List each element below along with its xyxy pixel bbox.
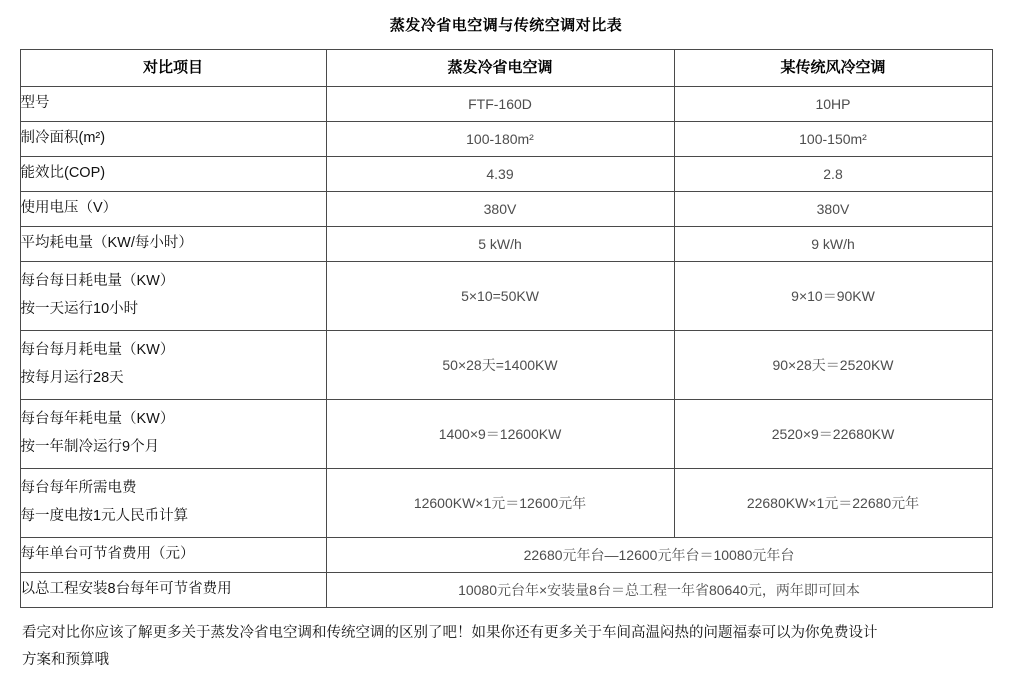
table-header-item: 对比项目 xyxy=(20,50,326,87)
row-label-cell xyxy=(20,331,326,400)
row-value-a: 1400×9＝12600KW xyxy=(326,400,674,469)
row-label: 每台每日耗电量（KW） xyxy=(20,273,175,290)
row-label: 平均耗电量（KW/每小时） xyxy=(20,227,326,262)
table-row-merged xyxy=(20,538,992,573)
table-header-product-a: 蒸发冷省电空调 xyxy=(326,50,674,87)
row-label: 每台每月耗电量（KW） xyxy=(20,342,175,359)
table-row xyxy=(20,87,992,122)
row-value-b: 9 kW/h xyxy=(674,227,992,262)
page-title: 蒸发冷省电空调与传统空调对比表 xyxy=(389,17,623,34)
table-row xyxy=(20,192,992,227)
row-value-b: 2520×9＝22680KW xyxy=(674,400,992,469)
row-value-a: FTF-160D xyxy=(326,87,674,122)
row-value-b: 90×28天＝2520KW xyxy=(674,331,992,400)
row-value-b: 10HP xyxy=(674,87,992,122)
row-value-a: 5 kW/h xyxy=(326,227,674,262)
row-label: 能效比(COP) xyxy=(20,157,326,192)
row-value-a: 5×10=50KW xyxy=(326,262,674,331)
row-value-a: 100-180m² xyxy=(326,122,674,157)
table-row xyxy=(20,469,992,538)
row-value-merged: 22680元年台—12600元年台＝10080元年台 xyxy=(326,538,992,573)
row-label: 使用电压（V） xyxy=(20,192,326,227)
table-row xyxy=(20,331,992,400)
row-label: 每年单台可节省费用（元） xyxy=(20,538,326,573)
table-row xyxy=(20,262,992,331)
row-label-secondary: 按一年制冷运行9个月 xyxy=(20,439,160,455)
table-header-row xyxy=(20,50,992,87)
row-label: 每台每年所需电费 xyxy=(20,480,137,497)
row-value-a: 12600KW×1元＝12600元年 xyxy=(326,469,674,538)
row-label-secondary: 按每月运行28天 xyxy=(20,370,124,386)
row-label: 以总工程安装8台每年可节省费用 xyxy=(20,573,326,608)
row-label-secondary: 每一度电按1元人民币计算 xyxy=(20,508,189,524)
row-label: 制冷面积(m²) xyxy=(20,122,326,157)
row-label-secondary: 按一天运行10小时 xyxy=(20,301,139,317)
table-row xyxy=(20,157,992,192)
table-row xyxy=(20,122,992,157)
row-value-b: 9×10＝90KW xyxy=(674,262,992,331)
footnote-line-1: 看完对比你应该了解更多关于蒸发冷省电空调和传统空调的区别了吧！如果你还有更多关于车间高温闷热的问题福泰可以为你免费设计 xyxy=(22,625,878,641)
row-value-b: 22680KW×1元＝22680元年 xyxy=(674,469,992,538)
row-value-b: 100-150m² xyxy=(674,122,992,157)
table-row xyxy=(20,227,992,262)
row-label: 每台每年耗电量（KW） xyxy=(20,411,175,428)
row-value-a: 380V xyxy=(326,192,674,227)
comparison-table xyxy=(20,49,993,608)
row-label-cell xyxy=(20,262,326,331)
table-row xyxy=(20,400,992,469)
row-label-cell xyxy=(20,469,326,538)
row-value-b: 380V xyxy=(674,192,992,227)
table-header-product-b: 某传统风冷空调 xyxy=(674,50,992,87)
row-value-merged: 10080元台年×安装量8台＝总工程一年省80640元，两年即可回本 xyxy=(326,573,992,608)
table-row-merged xyxy=(20,573,992,608)
row-value-b: 2.8 xyxy=(674,157,992,192)
footnote xyxy=(22,620,990,674)
row-value-a: 4.39 xyxy=(326,157,674,192)
footnote-line-2: 方案和预算哦 xyxy=(22,651,109,668)
row-label: 型号 xyxy=(20,87,326,122)
row-label-cell xyxy=(20,400,326,469)
row-value-a: 50×28天=1400KW xyxy=(326,331,674,400)
